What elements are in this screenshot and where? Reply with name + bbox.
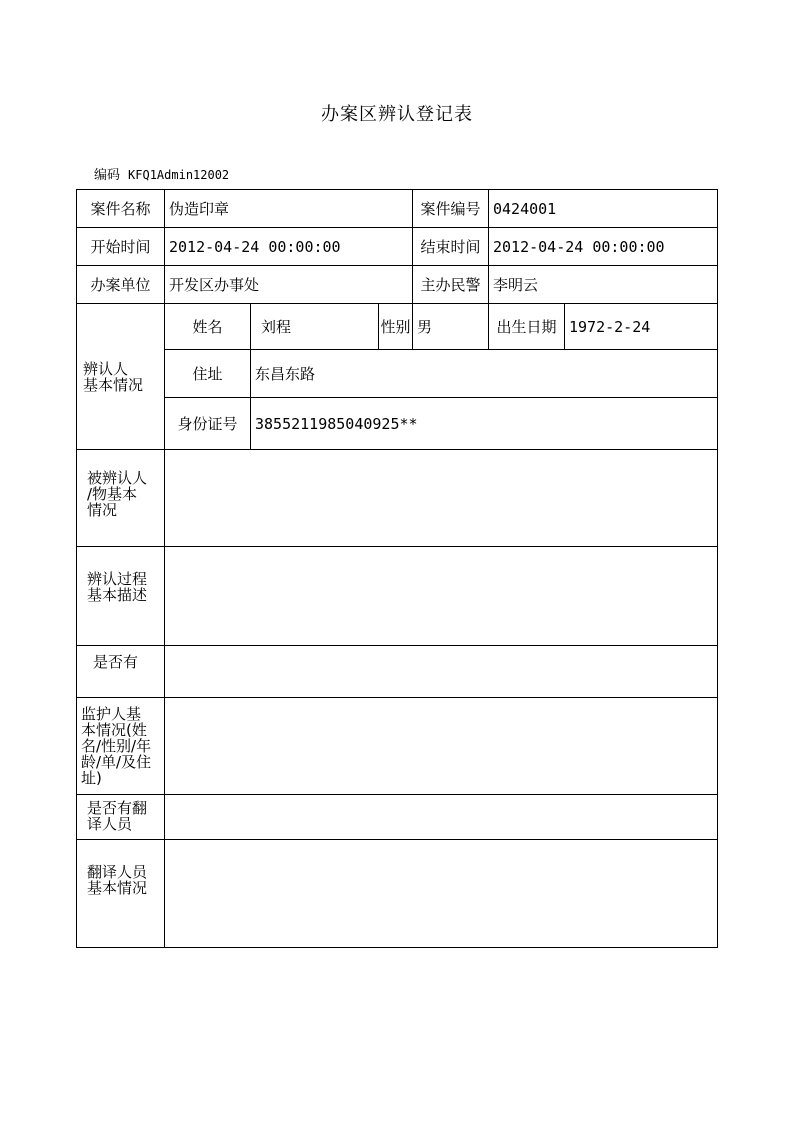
id-label: 身份证号 bbox=[165, 398, 251, 450]
page-title: 办案区辨认登记表 bbox=[321, 104, 473, 125]
guardian-value bbox=[165, 698, 718, 795]
case-no-value: 0424001 bbox=[489, 190, 718, 228]
case-name-label: 案件名称 bbox=[77, 190, 165, 228]
officer-value: 李明云 bbox=[489, 266, 718, 304]
row-identifier-name bbox=[77, 304, 718, 350]
address-value: 东昌东路 bbox=[251, 350, 718, 398]
row-whether bbox=[77, 646, 718, 698]
row-process bbox=[77, 547, 718, 646]
unit-label: 办案单位 bbox=[77, 266, 165, 304]
whether-label: 是否有 bbox=[77, 646, 165, 698]
case-name-value: 伪造印章 bbox=[165, 190, 413, 228]
row-guardian bbox=[77, 698, 718, 795]
birth-label: 出生日期 bbox=[489, 304, 565, 350]
name-value: 刘程 bbox=[251, 304, 379, 350]
form-code-label: 编码 bbox=[94, 168, 121, 183]
end-time-value: 2012-04-24 00:00:00 bbox=[489, 228, 718, 266]
row-identifier-id bbox=[77, 398, 718, 450]
start-time-label: 开始时间 bbox=[77, 228, 165, 266]
gender-label: 性别 bbox=[379, 304, 413, 350]
identified-label: 被辨认人 /物基本 情况 bbox=[77, 450, 165, 547]
id-value: 3855211985040925** bbox=[251, 398, 718, 450]
registration-table bbox=[76, 189, 718, 948]
process-value bbox=[165, 547, 718, 646]
translator-flag-label: 是否有翻 译人员 bbox=[77, 795, 165, 840]
start-time-value: 2012-04-24 00:00:00 bbox=[165, 228, 413, 266]
row-case-name bbox=[77, 190, 718, 228]
guardian-label: 监护人基 本情况(姓 名/性别/年 龄/单/及住 址) bbox=[77, 698, 165, 795]
case-no-label: 案件编号 bbox=[413, 190, 489, 228]
whether-value bbox=[165, 646, 718, 698]
address-label: 住址 bbox=[165, 350, 251, 398]
form-code-value: KFQ1Admin12002 bbox=[128, 168, 230, 182]
unit-value: 开发区办事处 bbox=[165, 266, 413, 304]
row-unit bbox=[77, 266, 718, 304]
name-label: 姓名 bbox=[165, 304, 251, 350]
gender-value: 男 bbox=[413, 304, 489, 350]
translator-value bbox=[165, 840, 718, 948]
identifier-section-label: 辨认人 基本情况 bbox=[77, 304, 165, 450]
form-code bbox=[94, 164, 229, 183]
translator-label: 翻译人员 基本情况 bbox=[77, 840, 165, 948]
row-translator bbox=[77, 840, 718, 948]
row-time bbox=[77, 228, 718, 266]
birth-value: 1972-2-24 bbox=[565, 304, 718, 350]
row-translator-flag bbox=[77, 795, 718, 840]
row-identifier-address bbox=[77, 350, 718, 398]
translator-flag-value bbox=[165, 795, 718, 840]
end-time-label: 结束时间 bbox=[413, 228, 489, 266]
identified-value bbox=[165, 450, 718, 547]
row-identified bbox=[77, 450, 718, 547]
officer-label: 主办民警 bbox=[413, 266, 489, 304]
process-label: 辨认过程 基本描述 bbox=[77, 547, 165, 646]
